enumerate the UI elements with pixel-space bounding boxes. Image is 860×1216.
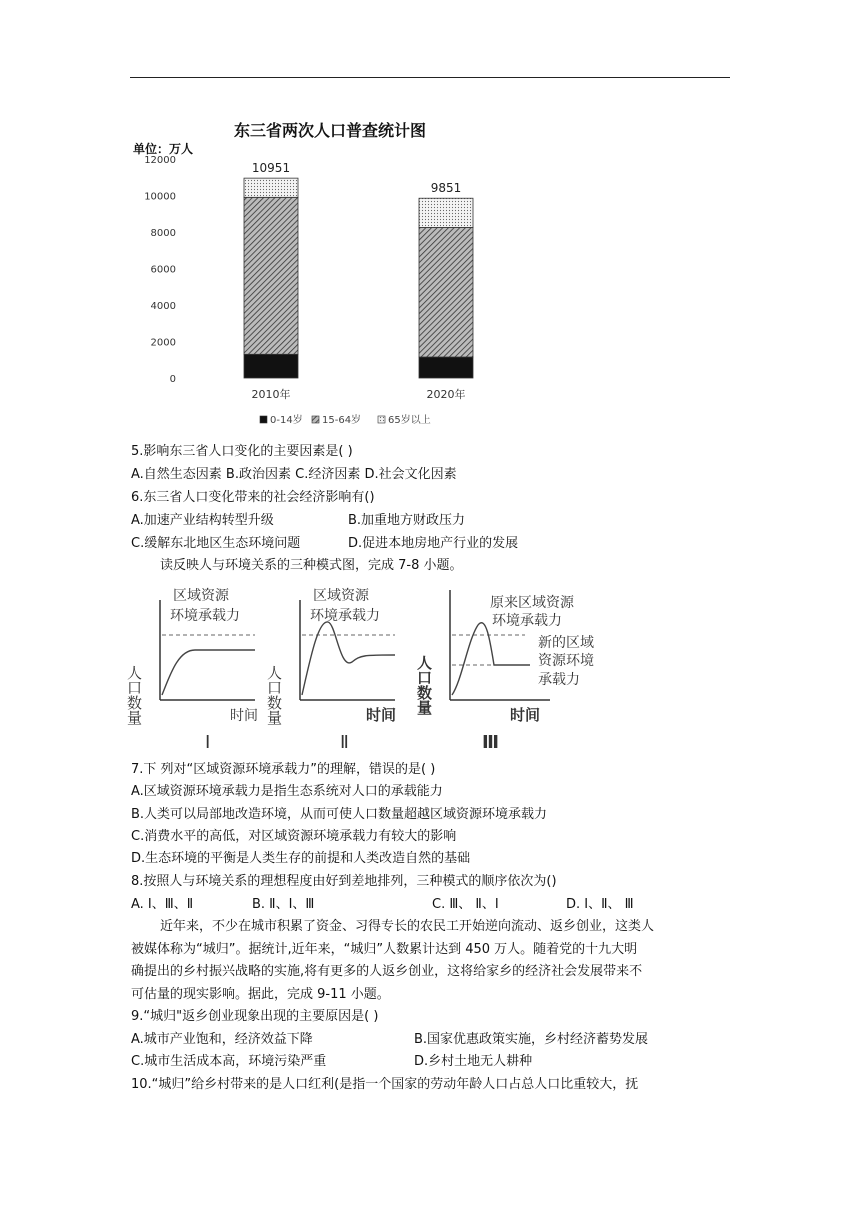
question-10: 10.“城归”给乡村带来的是人口红利(是指一个国家的劳动年龄人口占总人口比重较大，抚 [131, 1077, 639, 1092]
d2-cap-line1: 区域资源 [313, 588, 369, 604]
question-8-option-c: C. Ⅲ、 Ⅱ、Ⅰ [432, 897, 499, 912]
d3-numeral: Ⅲ [482, 732, 500, 753]
d2-numeral: Ⅱ [340, 732, 349, 753]
diagram-1 [125, 588, 258, 753]
question-6-option-d: D.促进本地房地产行业的发展 [348, 536, 519, 551]
d3-cap-line1: 原来区域资源 [490, 595, 574, 611]
d2-ylabel: 人口数量 [265, 665, 283, 725]
legend-swatch [260, 416, 267, 423]
bar-segment [419, 357, 473, 378]
x-tick-label: 2020年 [426, 388, 466, 401]
d2-cap-line2: 环境承载力 [310, 608, 380, 624]
question-8-option-b: B. Ⅱ、Ⅰ、Ⅲ [252, 897, 315, 912]
question-9-option-b: B.国家优惠政策实施，乡村经济蓄势发展 [414, 1032, 649, 1047]
legend-label: 65岁以上 [388, 415, 431, 426]
question-7-option-d: D.生态环境的平衡是人类生存的前提和人类改造自然的基础 [131, 851, 471, 866]
question-8-option-a: A. Ⅰ、Ⅲ、Ⅱ [131, 897, 194, 912]
paragraph-line-4: 可估量的现实影响。据此，完成 9-11 小题。 [131, 987, 390, 1002]
question-7-option-c: C.消费水平的高低，对区域资源环境承载力有较大的影响 [131, 829, 457, 844]
question-7-option-b: B.人类可以局部地改造环境，从而可使人口数量超越区域资源环境承载力 [131, 807, 548, 822]
bar-segment [244, 197, 298, 354]
question-7: 7.下 列对“区域资源环境承载力”的理解，错误的是( ) [131, 762, 436, 777]
d3-cap-line2: 环境承载力 [492, 613, 562, 629]
legend-swatch [378, 416, 385, 423]
d1-cap-line1: 区域资源 [173, 588, 229, 604]
header-rule [130, 77, 730, 78]
question-9-option-d: D.乡村土地无人耕种 [414, 1054, 533, 1069]
question-6-option-b: B.加重地方财政压力 [348, 513, 466, 528]
d3-new-line2: 资源环境 [538, 653, 594, 669]
bar-segment [419, 227, 473, 357]
diagram-2 [265, 588, 396, 753]
d1-cap-line2: 环境承载力 [170, 608, 240, 624]
x-tick-label: 2010年 [251, 388, 291, 401]
d3-ylabel: 人口数量 [415, 655, 433, 715]
y-tick-label: 10000 [144, 191, 176, 203]
d1-xlabel: 时间 [230, 708, 258, 724]
question-6: 6.东三省人口变化带来的社会经济影响有() [131, 490, 375, 505]
d3-new-line1: 新的区域 [538, 635, 594, 651]
bar-total-label: 10951 [251, 161, 291, 176]
y-tick-label: 2000 [150, 337, 176, 349]
question-5: 5.影响东三省人口变化的主要因素是( ) [131, 444, 353, 459]
bar-segment [419, 198, 473, 227]
legend-label: 0-14岁 [270, 415, 303, 426]
y-tick-label: 0 [169, 374, 176, 385]
d2-xlabel: 时间 [366, 706, 397, 724]
population-bar-chart [130, 110, 490, 430]
mode-diagrams [125, 580, 620, 755]
question-9-option-a: A.城市产业饱和，经济效益下降 [131, 1032, 313, 1047]
bar-total-label: 9851 [430, 181, 462, 196]
question-7-option-a: A.区域资源环境承载力是指生态系统对人口的承载能力 [131, 784, 443, 799]
diagram-3 [415, 590, 594, 753]
y-tick-label: 12000 [144, 155, 176, 166]
paragraph-line-2: 被媒体称为“城归”。据统计,近年来，“城归”人数累计达到 450 万人。随着党的十九大明 [131, 942, 638, 957]
intro-7-8: 读反映人与环境关系的三种模式图，完成 7-8 小题。 [160, 558, 463, 573]
d1-numeral: Ⅰ [205, 732, 211, 753]
legend-swatch [312, 416, 319, 423]
y-tick-label: 6000 [150, 264, 176, 276]
legend-label: 15-64岁 [322, 415, 362, 426]
paragraph-line-3: 确提出的乡村振兴战略的实施,将有更多的人返乡创业，这将给家乡的经济社会发展带来不 [131, 964, 643, 979]
question-6-option-c: C.缓解东北地区生态环境问题 [131, 536, 301, 551]
bar-segment [244, 178, 298, 197]
question-9-option-c: C.城市生活成本高，环境污染严重 [131, 1054, 327, 1069]
d1-ylabel: 人口数量 [125, 665, 143, 725]
question-9: 9.“城归"返乡创业现象出现的主要原因是( ) [131, 1009, 379, 1024]
question-8-option-d: D. Ⅰ、Ⅱ、 Ⅲ [566, 897, 634, 912]
d3-xlabel: 时间 [510, 706, 541, 724]
paragraph-line-1: 近年来，不少在城市积累了资金、习得专长的农民工开始逆向流动、返乡创业，这类人 [160, 919, 655, 934]
unit-label: 单位：万人 [133, 142, 194, 156]
question-5-options: A.自然生态因素 B.政治因素 C.经济因素 D.社会文化因素 [131, 467, 457, 482]
y-tick-label: 4000 [150, 301, 176, 312]
chart-title: 东三省两次人口普查统计图 [234, 121, 427, 140]
question-6-option-a: A.加速产业结构转型升级 [131, 513, 274, 528]
d3-new-line3: 承载力 [538, 672, 580, 688]
y-tick-label: 8000 [150, 228, 176, 239]
question-8: 8.按照人与环境关系的理想程度由好到差地排列，三种模式的顺序依次为() [131, 874, 557, 889]
bar-segment [244, 354, 298, 378]
